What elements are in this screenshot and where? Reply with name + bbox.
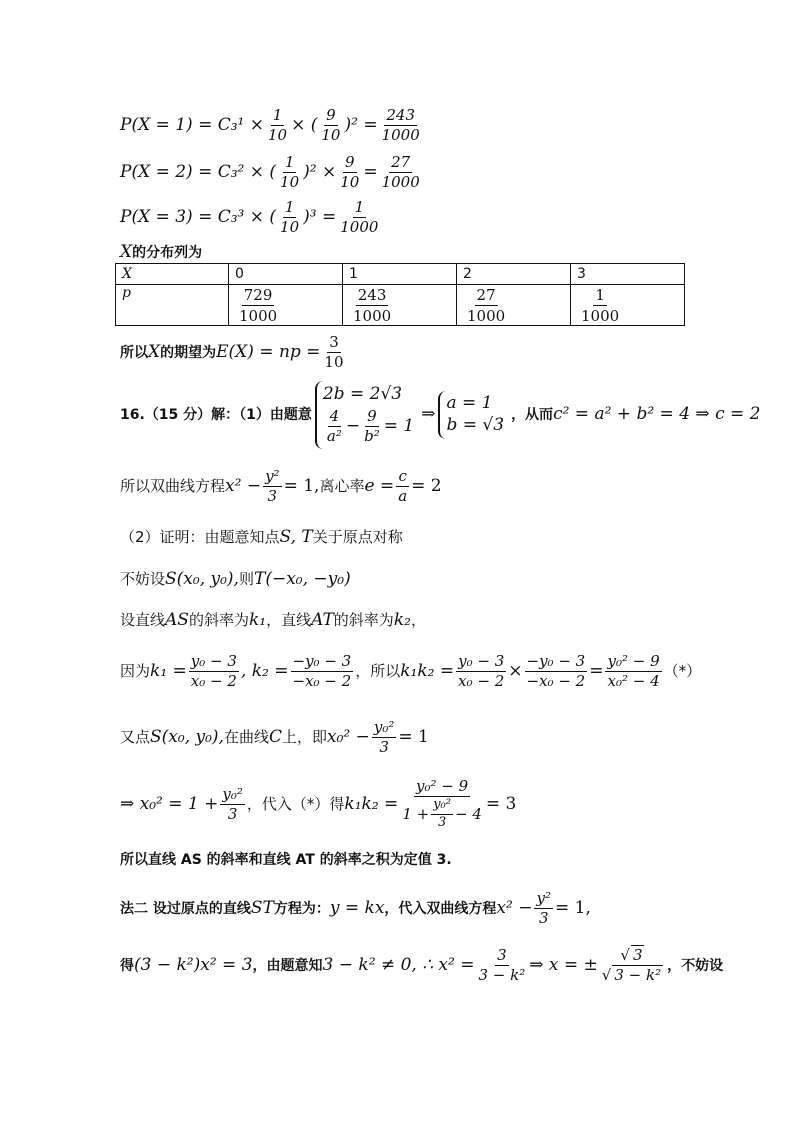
denominator: 10 bbox=[321, 126, 341, 145]
text: ， bbox=[410, 611, 426, 630]
equation bbox=[323, 408, 414, 446]
text: 离心率 bbox=[319, 477, 365, 496]
operator: = bbox=[589, 660, 604, 681]
solution-system bbox=[438, 391, 508, 439]
operator: )² × bbox=[303, 161, 337, 182]
table-cell bbox=[229, 285, 343, 326]
text: ，由题意知 bbox=[252, 957, 323, 974]
hyperbola-line bbox=[120, 468, 442, 506]
text: ，从而 bbox=[511, 406, 554, 423]
numerator: y² bbox=[534, 890, 553, 909]
text: 所以双曲线方程 bbox=[120, 477, 226, 496]
numerator: c bbox=[396, 468, 408, 487]
numerator: y² bbox=[263, 468, 282, 487]
numerator: 3 bbox=[327, 334, 341, 353]
formula: x² − bbox=[225, 475, 262, 496]
title-text: 的分布列为 bbox=[132, 244, 203, 261]
numerator: y₀ − 3 bbox=[456, 653, 506, 672]
numerator: y₀² bbox=[372, 719, 397, 738]
denominator bbox=[400, 797, 484, 831]
text: 法二 设过原点的直线 bbox=[120, 900, 251, 917]
prob-x1-lhs: P(X = 1) = C₃¹ × bbox=[120, 114, 265, 135]
method-2-line bbox=[120, 890, 591, 928]
denominator: x₀² − 4 bbox=[607, 672, 660, 691]
formula: , k₂ = bbox=[240, 660, 289, 681]
formula: k₁ = bbox=[150, 660, 187, 681]
numerator: 27 bbox=[389, 154, 412, 173]
formula: c² = a² + b² = 4 ⇒ c = 2 bbox=[553, 404, 761, 425]
text: ，不妨设 bbox=[667, 957, 724, 974]
formula: C bbox=[268, 726, 282, 747]
variable: X bbox=[148, 341, 161, 362]
text: （2）证明：由题意知点 bbox=[120, 528, 280, 547]
equation: b = √3 bbox=[446, 415, 505, 436]
variable: X bbox=[120, 242, 133, 262]
denominator: −x₀ − 2 bbox=[292, 672, 352, 691]
text: （*） bbox=[663, 662, 702, 681]
formula: ⇒ x₀² = 1 + bbox=[120, 793, 219, 814]
numerator: 243 bbox=[357, 285, 387, 304]
numerator: 9 bbox=[324, 107, 338, 126]
operator: × ( bbox=[291, 114, 318, 135]
fraction bbox=[237, 286, 279, 325]
conclusion-text: 所以直线 AS 的斜率和直线 AT 的斜率之积为定值 3. bbox=[120, 852, 452, 868]
fraction bbox=[220, 786, 245, 824]
numerator: 243 bbox=[384, 107, 417, 126]
formula: e = bbox=[364, 475, 395, 496]
formula: E(X) = np = bbox=[216, 341, 321, 362]
prob-x2-line bbox=[120, 154, 424, 192]
distribution-title bbox=[120, 243, 202, 263]
prob-x2-lhs: P(X = 2) = C₃² × ( bbox=[120, 161, 277, 182]
denominator: 1000 bbox=[353, 306, 392, 325]
denominator: 10 bbox=[324, 353, 344, 372]
fraction bbox=[380, 107, 422, 145]
formula: = 1, bbox=[554, 897, 591, 918]
equation: a = 1 bbox=[446, 393, 493, 414]
numerator: y₀² bbox=[220, 786, 245, 805]
formula: S, T bbox=[279, 527, 313, 547]
numerator: 9 bbox=[365, 408, 379, 427]
fraction bbox=[380, 154, 422, 192]
operator: × bbox=[508, 660, 523, 681]
fraction bbox=[465, 286, 507, 325]
numerator: −y₀ − 3 bbox=[525, 653, 588, 672]
conclusion-line bbox=[120, 852, 452, 868]
table-row bbox=[116, 285, 685, 326]
table-cell: p bbox=[116, 285, 229, 326]
fraction bbox=[400, 778, 484, 831]
denominator: x₀ − 2 bbox=[458, 672, 505, 691]
question-heading: 16.（15 分）解：（1）由题意 bbox=[120, 406, 312, 423]
formula: AT bbox=[311, 610, 334, 630]
text: 方程为： bbox=[273, 900, 330, 917]
numerator: y₀² bbox=[431, 798, 453, 815]
prob-x3-lhs: P(X = 3) = C₃³ × ( bbox=[120, 206, 277, 227]
table-cell bbox=[571, 285, 685, 326]
text: ，代入（*）得 bbox=[246, 794, 345, 813]
denominator: 10 bbox=[280, 218, 300, 237]
denominator: 10 bbox=[340, 173, 360, 192]
formula: S(x₀, y₀), bbox=[165, 569, 239, 589]
denominator: 3 − k² bbox=[478, 966, 526, 985]
formula: T(−x₀, −y₀) bbox=[253, 569, 351, 589]
formula: k₁ bbox=[248, 610, 267, 630]
radicand: 3 bbox=[632, 946, 643, 964]
denominator: 1000 bbox=[467, 306, 506, 325]
fraction bbox=[534, 890, 553, 928]
formula: = 1 bbox=[398, 726, 429, 747]
operator: )² = bbox=[344, 114, 378, 135]
numerator: 1 bbox=[271, 107, 285, 126]
formula: k₁k₂ = bbox=[400, 660, 455, 681]
denominator: 3 bbox=[538, 909, 549, 928]
formula: k₁k₂ = bbox=[344, 793, 399, 814]
operator: − bbox=[345, 415, 361, 436]
denominator: 3 bbox=[379, 738, 389, 757]
numerator: √ 3 bbox=[618, 947, 646, 966]
text: ，直线 bbox=[266, 611, 312, 630]
fraction bbox=[362, 408, 382, 446]
denominator: b² bbox=[364, 427, 380, 445]
denominator: 1000 bbox=[340, 218, 379, 237]
text: ，所以 bbox=[355, 662, 401, 681]
numerator: 3 bbox=[495, 947, 509, 966]
numerator: y₀² − 9 bbox=[605, 653, 661, 672]
implies-symbol: ⇒ bbox=[421, 404, 436, 425]
fraction bbox=[338, 154, 361, 192]
slope-line bbox=[120, 611, 426, 631]
formula: y = kx bbox=[329, 897, 385, 918]
distribution-table bbox=[115, 263, 685, 326]
denominator: 3 bbox=[227, 805, 238, 824]
operator: = bbox=[363, 161, 378, 182]
substitution-line bbox=[120, 778, 516, 831]
text: 上，即 bbox=[282, 728, 328, 747]
fraction bbox=[338, 199, 380, 237]
formula: S(x₀, y₀), bbox=[150, 726, 224, 747]
formula: = 2 bbox=[411, 475, 442, 496]
fraction bbox=[456, 653, 506, 691]
on-curve-line bbox=[120, 719, 429, 757]
radicand: 3 − k² bbox=[614, 966, 662, 985]
formula: = 3 bbox=[485, 793, 517, 814]
part-2-line bbox=[120, 528, 403, 548]
text: 关于原点对称 bbox=[312, 528, 403, 547]
operator: )³ = bbox=[303, 206, 337, 227]
table-cell: 0 bbox=[229, 264, 343, 285]
text: 得 bbox=[120, 957, 134, 974]
denominator: 3 bbox=[437, 815, 447, 831]
denominator: 10 bbox=[280, 173, 300, 192]
fraction bbox=[278, 154, 301, 192]
formula: x₀² − bbox=[327, 726, 370, 747]
numerator: 1 bbox=[283, 199, 297, 218]
fraction bbox=[189, 653, 239, 691]
text: 在曲线 bbox=[223, 728, 269, 747]
solve-line bbox=[120, 947, 723, 985]
denominator: x₀ − 2 bbox=[190, 672, 237, 691]
question-16-line bbox=[120, 381, 760, 449]
fraction bbox=[605, 653, 661, 691]
numerator: −y₀ − 3 bbox=[291, 653, 354, 672]
denominator: 1000 bbox=[381, 173, 420, 192]
fraction bbox=[263, 468, 282, 506]
text: 又点 bbox=[120, 728, 151, 747]
formula: AS bbox=[165, 610, 189, 630]
formula: = 1, bbox=[283, 475, 320, 496]
fraction bbox=[291, 653, 354, 691]
denominator: 10 bbox=[268, 126, 288, 145]
table-cell: 2 bbox=[457, 264, 571, 285]
formula: 3 − k² ≠ 0, ∴ x² = bbox=[322, 954, 475, 975]
table-header-row bbox=[116, 264, 685, 285]
operator: = 1 bbox=[383, 415, 415, 436]
denominator-part: − 4 bbox=[454, 805, 482, 824]
prob-x3-line bbox=[120, 199, 382, 237]
numerator: 27 bbox=[476, 285, 496, 304]
fraction bbox=[351, 286, 393, 325]
fraction bbox=[579, 286, 621, 325]
text: 的期望为 bbox=[160, 344, 217, 361]
denominator: √ 3 − k² bbox=[601, 966, 662, 985]
denominator: 1000 bbox=[381, 126, 420, 145]
numerator: 729 bbox=[243, 285, 273, 304]
numerator: y₀ − 3 bbox=[189, 653, 239, 672]
fraction bbox=[431, 798, 453, 831]
numerator: 9 bbox=[343, 154, 357, 173]
table-cell bbox=[343, 285, 457, 326]
formula: k₂ bbox=[393, 610, 411, 630]
numerator: 1 bbox=[595, 285, 605, 304]
table-cell: X bbox=[116, 264, 229, 285]
equation: 2b = 2√3 bbox=[322, 383, 403, 404]
table-cell: 3 bbox=[571, 264, 685, 285]
formula: ⇒ x = ± bbox=[529, 954, 598, 975]
denominator: a bbox=[398, 487, 408, 506]
fraction bbox=[325, 408, 344, 446]
fraction bbox=[372, 719, 397, 757]
because-line bbox=[120, 653, 701, 691]
text: 的斜率为 bbox=[333, 611, 394, 630]
fraction bbox=[266, 107, 289, 145]
text: ，代入双曲线方程 bbox=[384, 900, 497, 917]
assume-line bbox=[120, 570, 351, 590]
fraction bbox=[319, 107, 342, 145]
text: 不妨设 bbox=[120, 570, 166, 589]
text: 设直线 bbox=[120, 611, 166, 630]
text: 则 bbox=[238, 570, 254, 589]
denominator: 1000 bbox=[581, 306, 620, 325]
fraction bbox=[525, 653, 588, 691]
formula: ST bbox=[250, 897, 274, 918]
fraction bbox=[396, 468, 409, 506]
denominator: 1000 bbox=[239, 306, 278, 325]
prob-x1-line bbox=[120, 107, 424, 145]
numerator: 1 bbox=[283, 154, 297, 173]
table-cell: 1 bbox=[343, 264, 457, 285]
table-cell bbox=[457, 285, 571, 326]
expectation-line bbox=[120, 334, 348, 372]
equation-system bbox=[315, 381, 418, 449]
numerator: y₀² − 9 bbox=[414, 778, 470, 797]
fraction bbox=[476, 947, 527, 985]
fraction bbox=[278, 199, 301, 237]
numerator: 1 bbox=[353, 199, 367, 218]
text: 的斜率为 bbox=[188, 611, 249, 630]
fraction bbox=[322, 334, 345, 372]
denominator: 3 bbox=[267, 487, 278, 506]
formula: (3 − k²)x² = 3 bbox=[134, 954, 253, 975]
numerator: 4 bbox=[328, 408, 342, 427]
denominator: a² bbox=[326, 427, 342, 445]
formula: x² − bbox=[496, 897, 533, 918]
denominator-part: 1 + bbox=[402, 805, 430, 824]
text: 因为 bbox=[120, 662, 151, 681]
text: 所以 bbox=[120, 344, 148, 361]
fraction bbox=[600, 947, 665, 985]
denominator: −x₀ − 2 bbox=[526, 672, 586, 691]
